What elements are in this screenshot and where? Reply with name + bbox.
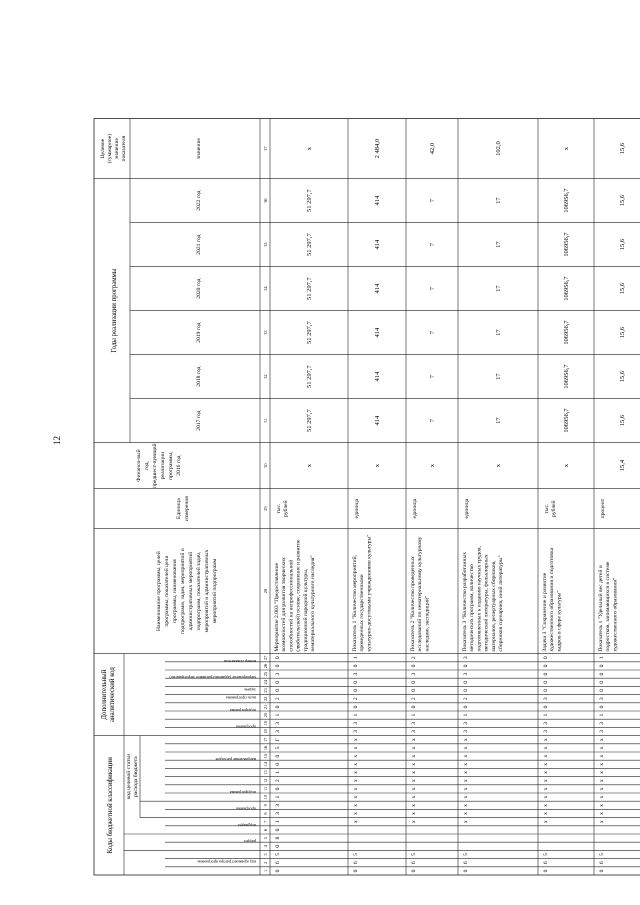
code-cell: 0 <box>275 787 281 791</box>
code-cell: x <box>411 754 417 758</box>
code-cell: 3 <box>275 803 281 807</box>
code-cell: 8 <box>275 836 281 840</box>
row-year-value: 106956,7 <box>563 408 570 433</box>
code-cell: 1 <box>275 820 281 824</box>
column-number: 8 <box>263 812 268 815</box>
column-number: 33 <box>263 330 268 335</box>
code-cell: 0 <box>275 689 281 692</box>
row-year-value: 15,6 <box>619 414 626 427</box>
code-cell: x <box>599 820 605 824</box>
code-cell: 0 <box>463 680 469 684</box>
column-number: 32 <box>263 374 268 379</box>
column-number: 10 <box>263 794 268 800</box>
column-number: 28 <box>263 588 268 594</box>
code-cell: x <box>543 762 549 766</box>
row-year-value: 7 <box>429 242 436 247</box>
code-cell: 0 <box>463 869 469 873</box>
code-cell: x <box>543 820 549 824</box>
row-year-value: 414 <box>374 195 381 206</box>
code-cell: 3 <box>411 672 417 676</box>
column-number: 18 <box>263 729 268 734</box>
implementation-years-header: Годы реализации программы <box>111 268 118 353</box>
code-cell: 3 <box>599 721 605 725</box>
code-cell: x <box>543 795 549 799</box>
code-cell: 5 <box>353 853 359 856</box>
code-cell: x <box>353 803 359 807</box>
code-cell: 6 <box>463 861 469 865</box>
code-cell: x <box>353 754 359 758</box>
code-cell: x <box>599 762 605 766</box>
code-cell: 1 <box>275 771 281 774</box>
code-cell: 3 <box>353 721 359 725</box>
column-number: 26 <box>263 663 268 669</box>
code-cell: 0 <box>543 680 549 684</box>
code-cell: x <box>543 738 549 742</box>
code-label: задача <box>244 687 256 693</box>
code-cell: x <box>543 746 549 750</box>
code-label: раздел <box>244 839 256 845</box>
column-number: 31 <box>263 418 268 423</box>
row-base-year-value: x <box>495 463 502 468</box>
code-label: программа <box>236 806 256 812</box>
code-label: программа <box>236 724 256 730</box>
code-cell: x <box>463 820 469 824</box>
code-cell: x <box>543 803 549 807</box>
code-cell: 3 <box>353 730 359 733</box>
column-number: 4 <box>263 845 268 848</box>
code-label: подраздел <box>237 822 256 828</box>
code-cell: 1 <box>275 795 281 799</box>
code-cell: 0 <box>275 869 281 873</box>
row-unit: тыс.рублей <box>544 500 557 517</box>
code-cell: 1 <box>599 713 605 717</box>
code-cell: 0 <box>275 656 281 660</box>
code-cell: 0 <box>599 705 605 709</box>
row-year-value: 51 297,7 <box>306 233 313 256</box>
row-year-value: 106956,7 <box>563 188 570 213</box>
code-cell: 5 <box>411 853 417 856</box>
code-cell: 0 <box>543 672 549 676</box>
code-cell: 0 <box>353 689 359 692</box>
code-label: мероприятие (административное мероприятие) <box>169 675 256 681</box>
code-cell: 0 <box>275 754 281 758</box>
code-cell: 3 <box>275 672 281 676</box>
code-cell: x <box>599 738 605 742</box>
row-year-value: 17 <box>495 417 502 424</box>
code-cell: x <box>463 771 469 774</box>
row-target-value: 42,0 <box>429 142 436 155</box>
column-number: 14 <box>263 762 268 767</box>
row-year-value: 106956,7 <box>563 364 570 389</box>
code-cell: x <box>463 754 469 758</box>
row-target-value: x <box>563 146 570 151</box>
row-year-value: 17 <box>495 329 502 336</box>
code-cell: x <box>411 746 417 750</box>
code-cell: x <box>599 746 605 750</box>
row-year-value: 7 <box>429 330 436 335</box>
column-number: 24 <box>263 680 268 685</box>
code-cell: 2 <box>411 656 417 660</box>
row-name: Показатель 3 "Количество разработанныхметодических программ, количествоподготовленных к изданию научных трудов,методической литературы, фольклорныхматериалов, репертуарных сборников,сборников сценариев, иной литературы" <box>462 546 504 652</box>
code-cell: 1 <box>411 713 417 717</box>
column-number: 17 <box>263 737 268 742</box>
column-number: 34 <box>263 286 268 291</box>
code-cell: 3 <box>599 697 605 701</box>
code-cell: x <box>543 754 549 758</box>
code-cell: x <box>353 812 359 815</box>
code-cell: 0 <box>353 869 359 873</box>
code-cell: 1 <box>463 713 469 717</box>
row-year-value: 414 <box>374 371 381 382</box>
row-year-value: 51 297,7 <box>306 189 313 212</box>
code-cell: 0 <box>411 664 417 668</box>
code-cell: x <box>463 787 469 791</box>
code-cell: 0 <box>599 680 605 684</box>
code-cell: x <box>463 779 469 783</box>
code-cell: 2 <box>275 697 281 701</box>
code-label: подпрограмма <box>229 790 256 795</box>
code-cell: 3 <box>543 730 549 733</box>
row-year-value: 17 <box>495 285 502 292</box>
code-cell: 0 <box>411 689 417 692</box>
column-number: 37 <box>263 146 268 151</box>
csr-group-header: код целевой статьирасхода бюджета <box>126 754 139 800</box>
code-cell: 5 <box>275 853 281 856</box>
row-year-value: 17 <box>495 197 502 204</box>
code-cell: 3 <box>353 672 359 676</box>
code-cell: x <box>353 787 359 791</box>
row-base-year-value: x <box>306 463 313 468</box>
code-cell: 6 <box>543 861 549 865</box>
code-cell: 3 <box>463 730 469 733</box>
code-cell: x <box>543 787 549 791</box>
code-cell: 2 <box>275 779 281 783</box>
code-cell: x <box>411 779 417 783</box>
column-number: 12 <box>263 778 268 783</box>
row-base-year-value: x <box>374 463 381 468</box>
code-cell: 5 <box>543 853 549 856</box>
code-cell: 6 <box>599 861 605 865</box>
year-header-2022: 2022 год <box>196 190 202 211</box>
code-cell: 0 <box>353 705 359 709</box>
code-cell: 3 <box>275 730 281 733</box>
column-number: 35 <box>263 242 268 247</box>
code-cell: 0 <box>599 869 605 873</box>
program-indicators-table <box>90 20 626 880</box>
code-label: цель программы <box>225 695 256 701</box>
row-base-year-value: x <box>429 463 436 468</box>
row-year-value: 106956,7 <box>563 276 570 301</box>
row-year-value: 15,6 <box>619 326 626 339</box>
code-cell: 0 <box>275 762 281 766</box>
code-cell: 3 <box>463 656 469 660</box>
code-cell: 0 <box>275 680 281 684</box>
code-label: номер показателя <box>224 658 256 664</box>
code-cell: 0 <box>275 828 281 832</box>
code-cell: x <box>353 746 359 750</box>
name-column-header: Наименование программы, целей программы, показателей цели программы, наименования подпрограмм, задач, мероприятий и административных мероприятий подпрограмм, показателей задач, мероприятий и административных мероприятий подпрограмм <box>156 548 218 634</box>
row-target-value: 15,6 <box>619 142 626 155</box>
row-year-value: 51 297,7 <box>306 277 313 300</box>
code-cell: 0 <box>353 664 359 668</box>
column-number: 23 <box>263 688 268 693</box>
code-cell: x <box>463 762 469 766</box>
row-year-value: 414 <box>374 327 381 338</box>
extra-code-header: Дополнительныйаналитический код <box>101 667 116 723</box>
code-cell: 1 <box>275 713 281 717</box>
code-cell: x <box>599 812 605 815</box>
code-cell: 0 <box>543 664 549 668</box>
code-cell: 1 <box>543 713 549 717</box>
row-name: Мероприятие 2.003 "Предоставлениевозможностей для развития творческихспособностей на непрофессиональной(любительской) основе, сохранение и развитиетрадиционной народной культуры,нематериального культурного наследия" <box>274 539 316 652</box>
code-cell: x <box>463 746 469 750</box>
code-cell: 6 <box>353 861 359 865</box>
base-year-column-header: Финансо-вый год, предшест-вующий реализации программы, 2016 год <box>136 443 182 488</box>
row-year-value: 7 <box>429 374 436 379</box>
column-number: 20 <box>263 712 268 718</box>
column-number: 6 <box>263 828 268 831</box>
code-cell: 0 <box>463 689 469 692</box>
column-number: 21 <box>263 704 268 710</box>
code-cell: Г <box>275 738 281 742</box>
column-number: 22 <box>263 696 268 701</box>
budget-codes-header: Коды бюджетной классификации <box>107 757 114 854</box>
row-year-value: 106956,7 <box>563 320 570 345</box>
row-target-value: 2 484,0 <box>374 138 381 159</box>
code-cell: x <box>543 779 549 783</box>
code-cell: x <box>463 738 469 742</box>
code-cell: 0 <box>543 869 549 873</box>
code-cell: 2 <box>353 697 359 701</box>
code-cell: 2 <box>463 697 469 701</box>
column-number: 15 <box>263 753 268 759</box>
code-cell: x <box>353 820 359 824</box>
column-number: 3 <box>263 853 268 856</box>
row-year-value: 7 <box>429 418 436 423</box>
column-number: 27 <box>263 655 268 660</box>
column-number: 25 <box>263 671 268 677</box>
code-cell: 3 <box>543 721 549 725</box>
row-base-year-value: x <box>563 463 570 468</box>
row-year-value: 51 297,7 <box>306 321 313 344</box>
code-cell: 0 <box>599 664 605 668</box>
code-cell: 3 <box>599 730 605 733</box>
row-year-value: 17 <box>495 241 502 248</box>
code-cell: x <box>353 738 359 742</box>
code-cell: 0 <box>411 680 417 684</box>
code-cell: 0 <box>411 869 417 873</box>
row-unit: единица <box>464 498 470 519</box>
row-unit: процент <box>600 498 606 519</box>
code-cell: x <box>599 803 605 807</box>
code-cell: 3 <box>543 697 549 701</box>
code-label: код администратора программы <box>197 859 256 865</box>
code-cell: 0 <box>411 705 417 709</box>
row-year-value: 7 <box>429 198 436 203</box>
code-cell: x <box>463 812 469 815</box>
column-number: 9 <box>263 804 268 807</box>
year-header-2020: 2020 год <box>196 278 202 299</box>
code-cell: 1 <box>599 656 605 660</box>
code-cell: 3 <box>411 730 417 733</box>
row-year-value: 414 <box>374 415 381 426</box>
row-year-value: 15,6 <box>619 238 626 251</box>
rotated-table-page <box>90 20 626 880</box>
code-label: подпрограмма <box>229 708 256 713</box>
code-cell: x <box>463 803 469 807</box>
code-cell: 0 <box>543 656 549 660</box>
code-cell: 3 <box>275 812 281 815</box>
target-value-subheader: значение <box>196 137 202 160</box>
code-cell: x <box>411 762 417 766</box>
row-year-value: 15,6 <box>619 370 626 383</box>
code-cell: x <box>353 779 359 783</box>
row-unit: тыс.рублей <box>276 500 289 517</box>
code-cell: x <box>599 771 605 774</box>
code-cell: x <box>599 754 605 758</box>
code-cell: x <box>411 738 417 742</box>
code-cell: x <box>599 795 605 799</box>
code-cell: 3 <box>463 672 469 676</box>
unit-column-header: Единица измерения <box>176 496 190 522</box>
column-number: 30 <box>263 463 268 468</box>
code-cell: x <box>463 795 469 799</box>
target-column-header: Целевое(суммарное)значениепоказателя <box>100 133 127 164</box>
code-cell: 0 <box>543 689 549 692</box>
row-year-value: 51 297,7 <box>306 365 313 388</box>
code-cell: x <box>411 812 417 815</box>
column-number: 1 <box>263 869 268 872</box>
code-cell: x <box>411 803 417 807</box>
code-cell: x <box>411 787 417 791</box>
column-number: 29 <box>263 506 268 511</box>
column-number: 2 <box>263 861 268 864</box>
code-cell: 0 <box>599 672 605 676</box>
page-number: 12 <box>52 436 62 445</box>
row-unit: единица <box>354 498 360 519</box>
column-number: 13 <box>263 770 268 775</box>
code-cell: x <box>411 771 417 774</box>
year-header-2019: 2019 год <box>196 322 202 343</box>
code-cell: 0 <box>543 705 549 709</box>
row-name: Показатель 1 "Количество мероприятий,проведенных государственнымикультурно-досуговыми учреждениями культуры" <box>352 534 373 652</box>
code-cell: 0 <box>275 664 281 668</box>
code-cell: x <box>353 771 359 774</box>
code-cell: 1 <box>353 713 359 717</box>
code-cell: 0 <box>275 705 281 709</box>
row-year-value: 17 <box>495 373 502 380</box>
row-target-value: x <box>306 146 313 151</box>
code-cell: 0 <box>463 664 469 668</box>
row-year-value: 15,6 <box>619 194 626 207</box>
code-cell: x <box>543 771 549 774</box>
code-cell: 0 <box>599 689 605 692</box>
code-cell: 6 <box>411 861 417 865</box>
year-header-2017: 2017 год <box>196 410 202 431</box>
column-number: 5 <box>263 837 268 840</box>
code-cell: x <box>599 779 605 783</box>
code-cell: 5 <box>275 746 281 750</box>
row-target-value: 102,0 <box>495 141 502 156</box>
row-name: Показатель 2 "Количество проведенныхисследований по нематериальному культурномунаследию, экспедиций" <box>410 536 431 652</box>
row-base-year-value: 15,4 <box>619 459 626 472</box>
code-cell: x <box>353 762 359 766</box>
row-name: Задача 3 "Сохранение и развитиехудожественного образования и подготовкакадров в сфере культуры" <box>542 547 563 652</box>
row-year-value: 106956,7 <box>563 232 570 257</box>
row-unit: единица <box>412 498 418 519</box>
row-name: Показатель 1 "Удельный вес детей иподростков, занимающихся в системехудожественного образования" <box>598 561 619 652</box>
code-cell: 3 <box>411 721 417 725</box>
code-cell: 3 <box>463 721 469 725</box>
code-cell: x <box>411 820 417 824</box>
row-year-value: 7 <box>429 286 436 291</box>
row-year-value: 15,6 <box>619 282 626 295</box>
code-cell: 0 <box>353 680 359 684</box>
code-cell: 0 <box>275 844 281 848</box>
code-cell: 2 <box>411 697 417 701</box>
row-year-value: 414 <box>374 283 381 294</box>
code-label: направление расходов <box>215 757 256 763</box>
code-cell: 5 <box>599 853 605 856</box>
code-cell: 5 <box>463 853 469 856</box>
year-header-2021: 2021 год <box>196 234 202 255</box>
column-number: 7 <box>263 820 268 823</box>
code-cell: x <box>599 787 605 791</box>
code-cell: x <box>411 795 417 799</box>
column-number: 11 <box>263 786 268 791</box>
code-cell: 3 <box>275 721 281 725</box>
code-cell: x <box>353 795 359 799</box>
code-cell: x <box>543 812 549 815</box>
code-cell: 6 <box>275 861 281 865</box>
row-year-value: 414 <box>374 239 381 250</box>
column-number: 19 <box>263 721 268 726</box>
code-cell: 1 <box>353 656 359 660</box>
year-header-2018: 2018 год <box>196 366 202 387</box>
table-border <box>94 119 640 875</box>
code-cell: 0 <box>463 705 469 709</box>
row-year-value: 51 297,7 <box>306 409 313 432</box>
column-number: 36 <box>263 198 268 203</box>
column-number: 16 <box>263 745 268 751</box>
